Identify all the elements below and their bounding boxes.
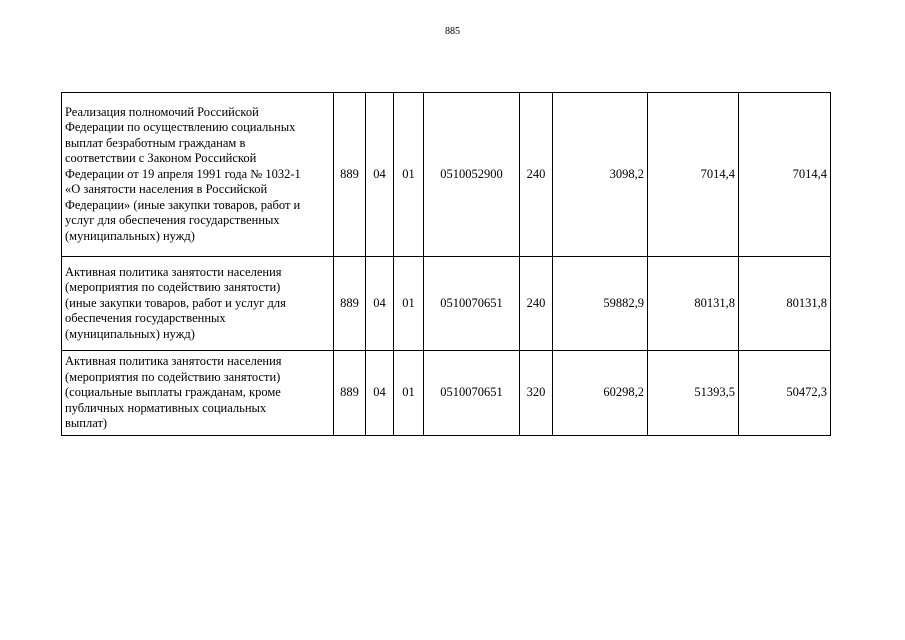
amount-year-2: 7014,4 xyxy=(648,93,739,257)
section-code: 04 xyxy=(366,93,394,257)
amount-year-1: 59882,9 xyxy=(553,257,648,351)
section-code: 04 xyxy=(366,351,394,436)
subsection-code: 01 xyxy=(394,351,424,436)
amount-year-1: 60298,2 xyxy=(553,351,648,436)
amount-year-2: 80131,8 xyxy=(648,257,739,351)
amount-year-3: 80131,8 xyxy=(739,257,831,351)
section-code: 04 xyxy=(366,257,394,351)
table-row xyxy=(62,93,831,257)
table-row xyxy=(62,257,831,351)
table-row xyxy=(62,351,831,436)
amount-year-3: 50472,3 xyxy=(739,351,831,436)
expense-type-code: 320 xyxy=(520,351,553,436)
amount-year-3: 7014,4 xyxy=(739,93,831,257)
target-article-code: 0510052900 xyxy=(424,93,520,257)
ministry-code: 889 xyxy=(334,351,366,436)
ministry-code: 889 xyxy=(334,93,366,257)
budget-table xyxy=(61,92,831,436)
subsection-code: 01 xyxy=(394,257,424,351)
target-article-code: 0510070651 xyxy=(424,257,520,351)
expense-type-code: 240 xyxy=(520,257,553,351)
ministry-code: 889 xyxy=(334,257,366,351)
row-description: Реализация полномочий Российской Федерации по осуществлению социальных выплат безработным гражданам в соответствии с Законом Российской Федерации от 19 апреля 1991 года № 1032-1 «О занятости населения в Российской Федерации» (иные закупки товаров, работ и услуг для обеспечения государственных (муниципальных) нужд) xyxy=(62,93,334,257)
amount-year-1: 3098,2 xyxy=(553,93,648,257)
row-description: Активная политика занятости населения (мероприятия по содействию занятости) (иные закупки товаров, работ и услуг для обеспечения государственных (муниципальных) нужд) xyxy=(62,257,334,351)
amount-year-2: 51393,5 xyxy=(648,351,739,436)
row-description: Активная политика занятости населения (мероприятия по содействию занятости) (социальные выплаты гражданам, кроме публичных нормативных социальных выплат) xyxy=(62,351,334,436)
target-article-code: 0510070651 xyxy=(424,351,520,436)
page-number: 885 xyxy=(445,26,460,37)
subsection-code: 01 xyxy=(394,93,424,257)
expense-type-code: 240 xyxy=(520,93,553,257)
